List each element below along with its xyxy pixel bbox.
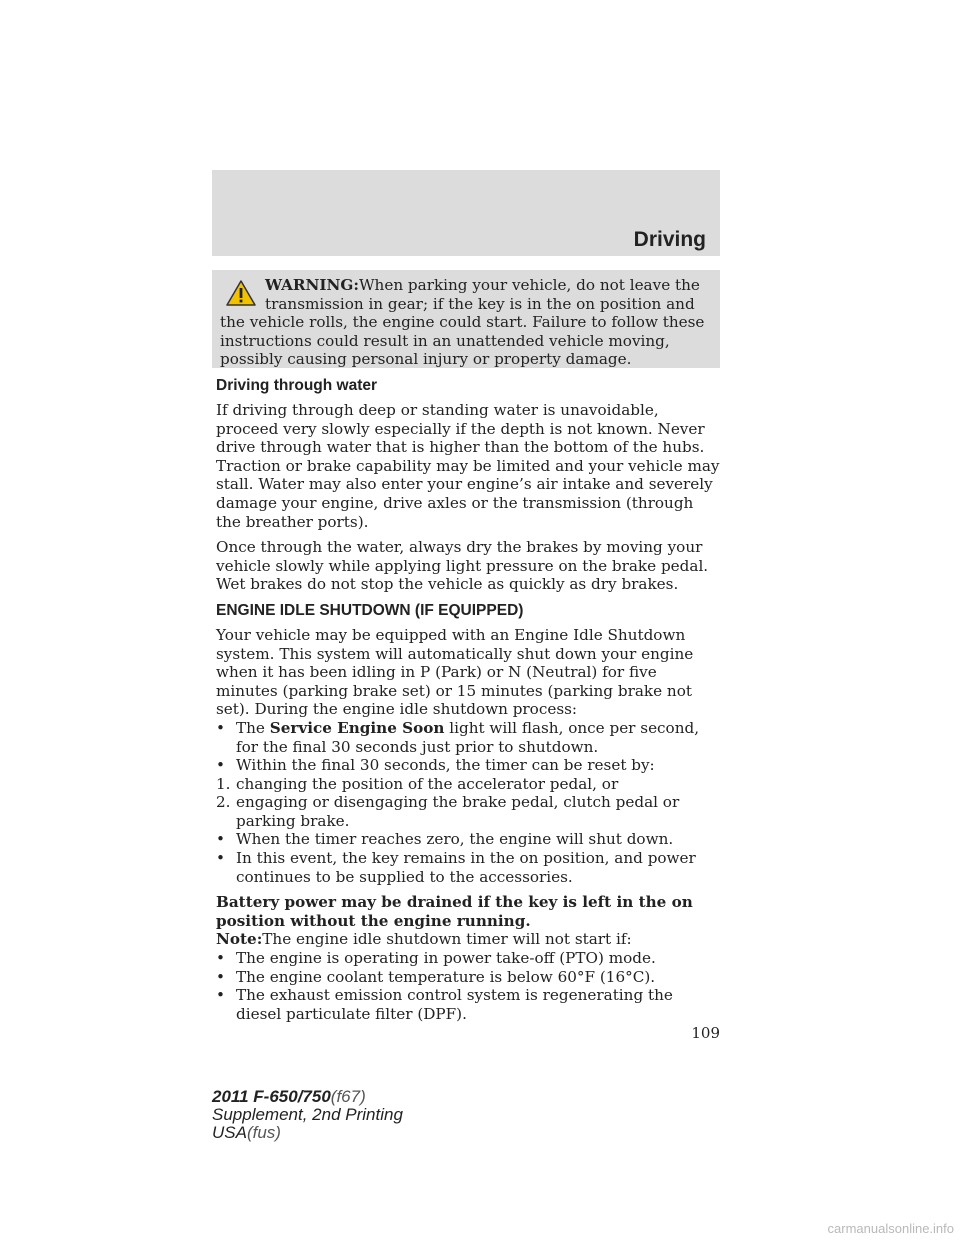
- battery-warning: Battery power may be drained if the key is left in the on position without the engine running.: [216, 893, 693, 930]
- bullet-icon: •: [216, 849, 225, 868]
- numbered-item: 2. engaging or disengaging the brake pedal, clutch pedal or parking brake.: [216, 793, 680, 830]
- page-number: 109: [691, 1024, 720, 1042]
- water-heading: Driving through water: [216, 377, 378, 394]
- note-label: Note:: [216, 930, 263, 949]
- water-paragraph-2: Once through the water, always dry the brakes by moving your vehicle slowly while applying light pressure on the brake pedal. Wet brakes do not stop the vehicle as quickly as dry brakes.: [216, 538, 709, 594]
- list-item: • The exhaust emission control system is regenerating the diesel particulate filter (DPF).: [216, 986, 673, 1023]
- list-item: • The Service Engine Soon light will flash, once per second, for the final 30 seconds just prior to shutdown.: [216, 718, 700, 756]
- warning-triangle-icon: [226, 280, 256, 306]
- warning-text: [220, 276, 712, 369]
- bullet-icon: •: [216, 967, 225, 986]
- note: [216, 930, 720, 949]
- bullet-icon: •: [216, 718, 225, 737]
- list-item: • The engine coolant temperature is below 60°F (16°C).: [216, 967, 656, 986]
- bullet-icon: •: [216, 949, 225, 968]
- section-header-band: [212, 170, 720, 256]
- idle-intro: Your vehicle may be equipped with an Engine Idle Shutdown system. This system will automatically shut down your engine when it has been idling in P (Park) or N (Neutral) for five minutes (parking brake set) or 15 minutes (parking brake not set). During the engine idle shutdown process:: [216, 625, 694, 719]
- numbered-item: 1. changing the position of the accelerator pedal, or: [216, 774, 619, 793]
- list-item: • The engine is operating in power take-off (PTO) mode.: [216, 949, 656, 968]
- list-item: • When the timer reaches zero, the engine will shut down.: [216, 830, 674, 849]
- idle-heading: ENGINE IDLE SHUTDOWN (IF EQUIPPED): [216, 601, 524, 619]
- list-item: • In this event, the key remains in the on position, and power continues to be supplied to the accessories.: [216, 849, 696, 886]
- water-paragraph-1: If driving through deep or standing water is unavoidable, proceed very slowly especially if the depth is not known. Never drive through water that is higher than the bottom of the hubs. Traction or brake capability may be limited and your vehicle may stall. Water may also enter your engine’s air intake and severely damage your engine, drive axles or the transmission (through the breather ports).: [216, 401, 720, 531]
- bullet-icon: •: [216, 986, 225, 1005]
- list-item: • Within the final 30 seconds, the timer can be reset by:: [216, 756, 655, 775]
- note-text: The engine idle shutdown timer will not start if:: [262, 930, 632, 949]
- warning-box: [212, 270, 720, 368]
- watermark: carmanualsonline.info: [827, 1221, 954, 1236]
- main-content: [216, 376, 720, 1023]
- section-title: Driving: [633, 228, 706, 251]
- document-footer: 2011 F-650/750(f67) Supplement, 2nd Printing USA(fus): [212, 1087, 403, 1142]
- bullet-icon: •: [216, 830, 225, 849]
- bullet-icon: •: [216, 756, 225, 775]
- warning-text-first: When parking your vehicle, do not leave the: [358, 276, 700, 294]
- service-engine-soon-label: Service Engine Soon: [269, 718, 445, 737]
- warning-text-rest: transmission in gear; if the key is in the on position and the vehicle rolls, the engine could start. Failure to follow these instructions could result in an unattended vehicle moving, possibly causing personal injury or property damage.: [220, 294, 705, 368]
- warning-label: WARNING:: [265, 276, 359, 294]
